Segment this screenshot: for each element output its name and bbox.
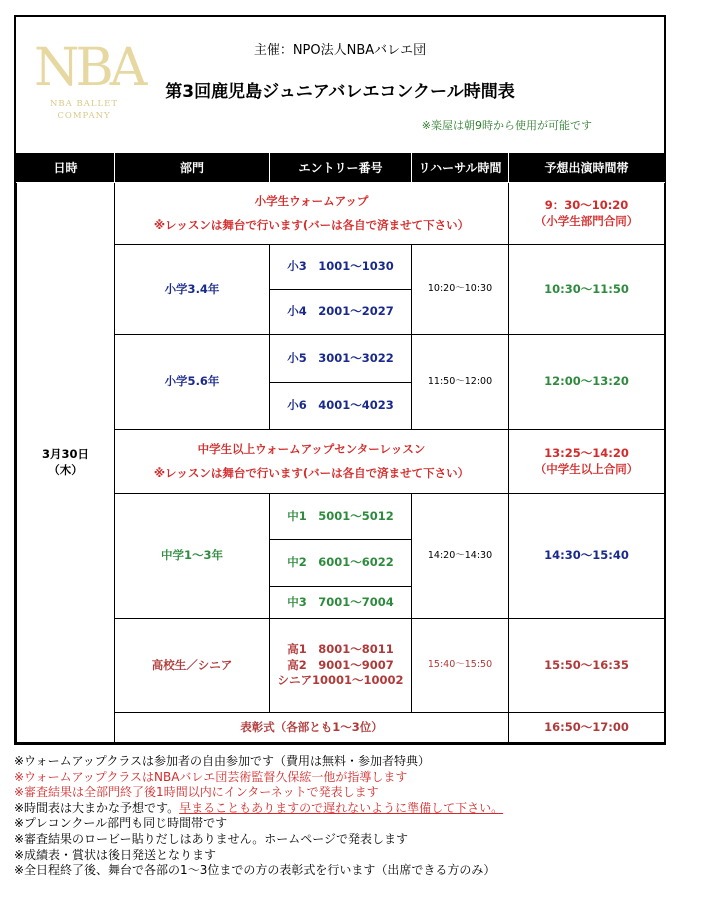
footer-notes: [14, 754, 694, 879]
table-row: [17, 245, 665, 290]
dressing-room-note: ※楽屋は朝9時から使用が可能です: [421, 119, 592, 132]
note-line: ※ウォームアップクラスはNBAバレエ団芸術監督久保綋一他が指導します: [14, 769, 408, 784]
entry-cell: 小5 3001～3022: [270, 335, 412, 383]
time-range: 13:25～14:20: [544, 445, 629, 460]
division-cell: 小学3.4年: [115, 245, 270, 335]
table-row: [17, 335, 665, 383]
entry-cell: 中3 7001～7004: [270, 587, 412, 619]
warmup-elementary-cell: [115, 183, 509, 245]
column-header: リハーサル時間: [412, 154, 509, 183]
division-cell: 中学1～3年: [115, 494, 270, 619]
entry-cell: 中1 5001～5012: [270, 494, 412, 540]
date-day: 3月30日: [41, 446, 89, 461]
column-header: 部門: [115, 154, 270, 183]
note-text: ※時間表は大まかな予想です。: [14, 800, 180, 815]
date-weekday: （木）: [48, 462, 83, 477]
date-cell: [17, 183, 115, 743]
entry-line: 高2 9001～9007: [287, 657, 394, 672]
page-title: 第3回鹿児島ジュニアバレエコンクール時間表: [165, 82, 515, 102]
note-line: [14, 801, 694, 817]
rehearsal-cell: 10:20～10:30: [412, 245, 509, 335]
entry-cell: 中2 6001～6022: [270, 540, 412, 587]
award-cell: 表彰式（各部とも1～3位）: [115, 713, 509, 743]
warmup-note: ※レッスンは舞台で行います(バーは各自で済ませて下さい）: [153, 217, 470, 232]
note-line: ※審査結果は全部門終了後1時間以内にインターネットで発表します: [14, 785, 379, 800]
rehearsal-cell: 15:40～15:50: [412, 619, 509, 713]
column-header: エントリー番号: [270, 154, 412, 183]
table-row: [17, 430, 665, 494]
time-cell: [509, 430, 665, 494]
warmup-middle-cell: [115, 430, 509, 494]
note-line: ※成績表・賞状は後日発送となります: [14, 847, 217, 862]
warmup-title: 中学生以上ウォームアップセンターレッスン: [197, 441, 426, 456]
entry-cell: 小6 4001～4023: [270, 383, 412, 430]
entry-cell: 小3 1001～1030: [270, 245, 412, 290]
time-range: 9：30～10:20: [544, 197, 629, 212]
division-cell: 高校生／シニア: [115, 619, 270, 713]
entry-cell: 小4 2001～2027: [270, 290, 412, 335]
rehearsal-cell: 14:20～14:30: [412, 494, 509, 619]
division-cell: 小学5.6年: [115, 335, 270, 430]
time-cell: 12:00～13:20: [509, 335, 665, 430]
table-row: [17, 494, 665, 540]
rehearsal-cell: 11:50～12:00: [412, 335, 509, 430]
entry-line: 高1 8001～8011: [287, 642, 394, 657]
note-line: ※プレコンクール部門も同じ時間帯です: [14, 816, 228, 831]
time-note: （小学生部門合同）: [534, 213, 639, 228]
time-cell: 14:30～15:40: [509, 494, 665, 619]
time-cell: 16:50～17:00: [509, 713, 665, 743]
note-line: ※ウォームアップクラスは参加者の自由参加です（費用は無料・参加者特典）: [14, 754, 431, 768]
logo-text-line2: COMPANY: [57, 111, 111, 121]
time-cell: 10:30～11:50: [509, 245, 665, 335]
table-row: [17, 713, 665, 743]
logo-mark: NBA: [34, 38, 144, 98]
table-row: [17, 183, 665, 245]
time-cell: [509, 183, 665, 245]
time-cell: 15:50～16:35: [509, 619, 665, 713]
warmup-title: 小学生ウォームアップ: [254, 193, 369, 208]
note-line: ※全日程終了後、舞台で各部の1～3位までの方の表彰式を行います（出席できる方のみ）: [14, 863, 496, 878]
table-row: [17, 619, 665, 713]
note-emphasis: 早まることもありますので遅れないように準備して下さい。: [179, 800, 504, 815]
time-note: （中学生以上合同）: [534, 461, 639, 476]
document-header: [16, 17, 664, 153]
table-header-row: [17, 154, 665, 183]
column-header: 予想出演時間帯: [509, 154, 665, 183]
schedule-frame: [14, 15, 666, 745]
column-header: 日時: [17, 154, 115, 183]
host-line: 主催：NPO法人NBAバレエ団: [253, 43, 427, 58]
note-line: ※審査結果のロービー貼りだしはありません。ホームページで発表します: [14, 831, 409, 846]
entry-cell: [270, 619, 412, 713]
logo-text-line1: NBA BALLET: [49, 99, 119, 109]
warmup-note: ※レッスンは舞台で行います(バーは各自で済ませて下さい）: [153, 465, 470, 480]
entry-line: シニア10001～10002: [277, 673, 404, 688]
schedule-table: [16, 153, 665, 743]
